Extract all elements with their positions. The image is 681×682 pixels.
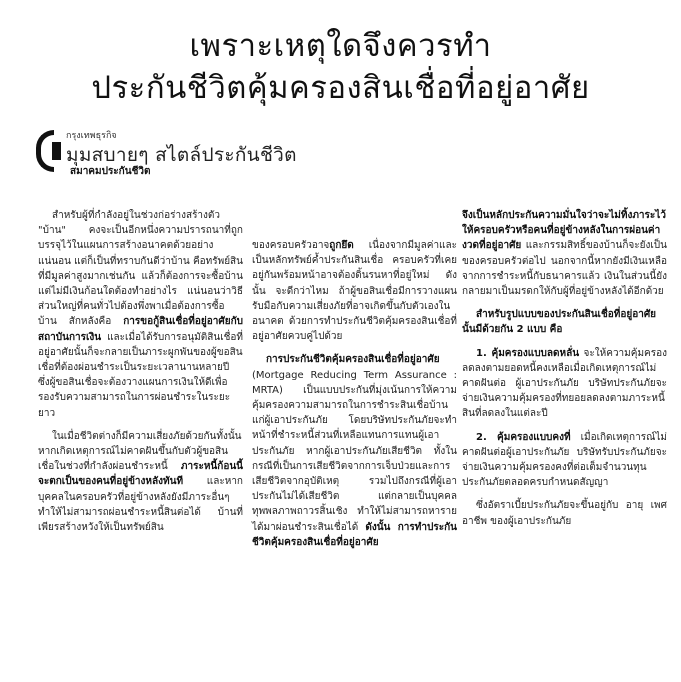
paragraph (252, 238, 457, 344)
text: และกรรมสิทธิ์ของบ้านก็จะยังเป็นของครอบครัวต่อไป นอกจากนี้หากยังมีเงินเหลือจากการชำระหนี้กับธนาคารแล้ว เงินในส่วนนี้ยังกลายมาเป็นมรดกให้กับผู้ที่อยู่ข้างหลังได้อีกด้วย (462, 240, 667, 298)
bold-text: ดังนั้น การทำประกันชีวิตคุ้มครองสินเชื่อที่อยู่อาศัย (252, 521, 457, 548)
text: (Mortgage Reducing Term Assurance : MRTA) เป็นแบบประกันที่มุ่งเน้นการให้ความคุ้มครองความสามารถในการชำระสินเชื่อบ้านแก่ผู้เอาประกันภัย โดยบริษัทประกันภัยจะทำหน้าที่ชำระหนี้ส่วนที่เหลือแทนการแทนผู้เอาประกันภัย หากผู้เอาประกันภัยเสียชีวิต ทั้งในกรณีที่เป็นการเสียชีวิตจากการเจ็บป่วยและการเสียชีวิตจากอุบัติเหตุ รวมไปถึงกรณีที่ผู้เอาประกันไม่ได้เสียชีวิต แต่กลายเป็นบุคคลทุพพลภาพถาวรสิ้นเชิง ทำให้ไม่สามารถหารายได้มาผ่อนชำระสินเชื่อได้ (252, 369, 457, 533)
text: เมื่อเกิดเหตุการณ์ไม่คาดฝันต่อผู้เอาประกันภัย บริษัทรับประกันภัยจะจ่ายเงินความคุ้มครองคงที่ต่อเต็มจำนวนทุนประกันภัยตลอดครบกำหนดสัญญา (462, 431, 667, 489)
headline-line-1: เพราะเหตุใดจึงควรทำ (189, 28, 492, 64)
bold-text: 1. คุ้มครองแบบลดหลั่น (476, 347, 580, 359)
paragraph (252, 352, 457, 550)
text: ของครอบครัวอาจ (252, 240, 330, 251)
article-column-3 (462, 208, 667, 537)
bold-text: ถูกยึด (329, 240, 354, 251)
text: และเมื่อได้รับการอนุมัติสินเชื่อที่อยู่อาศัยนั้นก็จะกลายเป็นภาระผูกพันของผู้ขอสินเชื่อที่ต้องผ่อนชำระเป็นระยะเวลานานหลายปี ซึ่งผู้ขอสินเชื่อจะต้องวางแผนการเงินให้ดีเพื่อรองรับความสามารถในการผ่อนชำระในระยะยาว (38, 331, 243, 419)
paragraph (38, 208, 243, 421)
bold-text: การประกันชีวิตคุ้มครองสินเชื่อที่อยู่อาศัย (266, 354, 440, 366)
headline-line-2: ประกันชีวิตคุ้มครองสินเชื่อที่อยู่อาศัย (91, 70, 590, 106)
paragraph: ซึ่งอัตราเบี้ยประกันภัยจะขึ้นอยู่กับ อายุ เพศ อาชีพ ของผู้เอาประกันภัย (462, 500, 667, 527)
subheading: สำหรับรูปแบบของประกันสินเชื่อที่อยู่อาศัยนั้นมีด้วยกัน 2 แบบ คือ (462, 309, 657, 336)
column-logo-icon (36, 130, 54, 172)
list-item (462, 430, 667, 491)
bold-text: ภาระหนี้ก้อนนี้จะตกเป็นของคนที่อยู่ข้างหลังทันที (38, 461, 243, 488)
bold-text: การขอกู้สินเชื่อที่อยู่อาศัยกับสถาบันการเงิน (38, 316, 243, 343)
text: สำหรับผู้ที่กำลังอยู่ในช่วงก่อร่างสร้างตัว "บ้าน" คงจะเป็นอีกหนึ่งความปรารถนาที่ถูกบรรจุไว้ในแผนการสร้างอนาคตด้วยอย่างแน่นอน แต่ก็เป็นที่ทราบกันดีว่าบ้าน คือทรัพย์สินที่มีมูลค่าสูงมากเช่นกัน แล้วก็ต้องการจะซื้อบ้านแต่ไม่มีเงินก้อนใดต้องทำอย่างไร แน่นอนว่าวิธีส่วนใหญ่ที่คนทั่วไปต้องพึ่งพาเมื่อต้องการซื้อบ้าน สักหลังคือ (38, 210, 243, 328)
text: และหากบุคคลในครอบครัวที่อยู่ข้างหลังยังมีภาระอื่นๆ ทำให้ไม่สามารถผ่อนชำระหนี้สินต่อได้ บ้านที่เพียรสร้างหวังให้เป็นทรัพย์สิน (38, 476, 243, 534)
publication-name: กรุงเทพธุรกิจ (66, 131, 117, 141)
text: เนื่องจากมีมูลค่าและเป็นหลักทรัพย์ค้ำประกันสินเชื่อ ครอบครัวที่เคยอยู่กันพร้อมหน้าอาจต้องดิ้นรนหาที่อยู่ใหม่ ดังนั้น จะดีกว่าไหม ถ้าผู้ขอสินเชื่อมีการวางแผนรับมือกับความเสี่ยงภัยที่อาจเกิดขึ้นกับตัวเองในอนาคต ด้วยการทำประกันชีวิตคุ้มครองสินเชื่อที่อยู่อาศัยควบคู่ไปด้วย (252, 240, 457, 343)
byline: สมาคมประกันชีวิต (70, 166, 151, 177)
column-header (36, 120, 406, 180)
text: จะให้ความคุ้มครองลดลงตามยอดหนี้คงเหลือเมื่อเกิดเหตุการณ์ไม่คาดฝันต่อ ผู้เอาประกันภัย บริษัทประกันภัยจะจ่ายเงินความคุ้มครองที่ทยอยลดลงตามภาระหนี้สินที่ลดลงในแต่ละปี (462, 347, 667, 420)
paragraph (38, 429, 243, 535)
article-column-1 (38, 208, 243, 543)
text: ในเมื่อชีวิตต่างก็มีความเสี่ยงภัยด้วยกันทั้งนั้น หากเกิดเหตุการณ์ไม่คาดฝันขึ้นกับตัวผู้ขอสินเชื่อในช่วงที่กำลังผ่อนชำระหนี้ (38, 430, 242, 473)
column-title: มุมสบายๆ สไตล์ประกันชีวิต (66, 144, 297, 166)
paragraph (462, 208, 667, 299)
bold-text: จึงเป็นหลักประกันความมั่นใจว่าจะไม่ทิ้งภาระไว้ให้ครอบครัวหรือคนที่อยู่ข้างหลังในการผ่อนค่างวดที่อยู่อาศัย (462, 210, 666, 252)
list-item (462, 346, 667, 422)
bold-text: 2. คุ้มครองแบบคงที่ (476, 431, 571, 443)
article-column-2 (252, 238, 457, 558)
